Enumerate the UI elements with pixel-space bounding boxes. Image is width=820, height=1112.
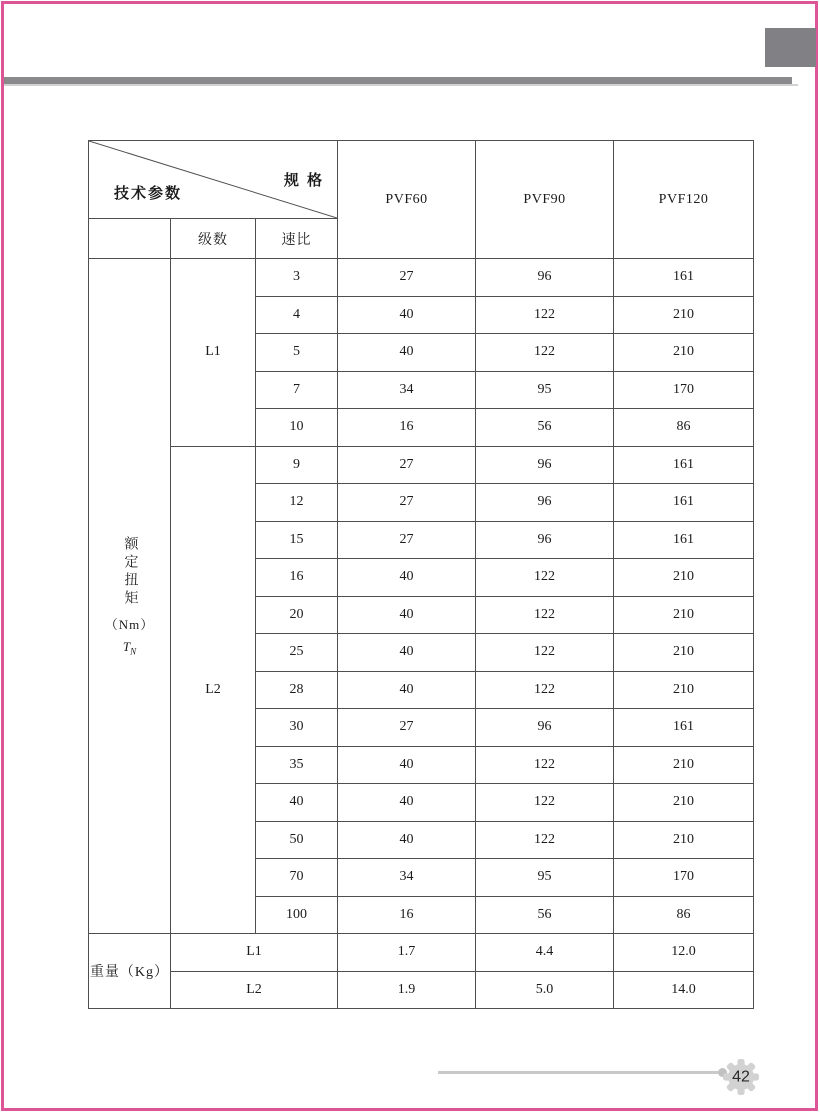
ratio-cell: 12 [256, 484, 338, 522]
stage-cell: L2 [171, 446, 256, 934]
torque-value-cell: 122 [476, 821, 614, 859]
weight-value-cell: 5.0 [476, 971, 614, 1009]
column-header-pvf120: PVF120 [614, 141, 754, 259]
torque-value-cell: 40 [338, 334, 476, 372]
column-header-pvf60: PVF60 [338, 141, 476, 259]
corner-label-tech-params: 技术参数 [114, 185, 183, 202]
torque-value-cell: 210 [614, 334, 754, 372]
torque-value-cell: 56 [476, 409, 614, 447]
ratio-cell: 4 [256, 296, 338, 334]
torque-axis-label-cell [89, 259, 171, 934]
blank-header-cell [89, 219, 171, 259]
torque-value-cell: 210 [614, 634, 754, 672]
ratio-cell: 20 [256, 596, 338, 634]
torque-value-cell: 210 [614, 746, 754, 784]
torque-value-cell: 122 [476, 634, 614, 672]
torque-value-cell: 86 [614, 409, 754, 447]
torque-value-cell: 122 [476, 296, 614, 334]
torque-value-cell: 27 [338, 259, 476, 297]
ratio-cell: 10 [256, 409, 338, 447]
ratio-cell: 100 [256, 896, 338, 934]
torque-value-cell: 95 [476, 859, 614, 897]
header-gray-square [765, 28, 816, 67]
torque-value-cell: 170 [614, 859, 754, 897]
ratio-cell: 7 [256, 371, 338, 409]
torque-value-cell: 96 [476, 259, 614, 297]
corner-label-spec: 规 格 [283, 172, 325, 189]
torque-value-cell: 161 [614, 259, 754, 297]
torque-value-cell: 34 [338, 859, 476, 897]
torque-value-cell: 40 [338, 559, 476, 597]
weight-value-cell: 1.7 [338, 934, 476, 972]
torque-value-cell: 122 [476, 746, 614, 784]
torque-value-cell: 40 [338, 671, 476, 709]
ratio-cell: 30 [256, 709, 338, 747]
column-header-stage: 级数 [171, 219, 256, 259]
weight-row [89, 971, 754, 1009]
torque-value-cell: 122 [476, 596, 614, 634]
torque-value-cell: 210 [614, 784, 754, 822]
diagonal-header-cell [89, 141, 338, 219]
ratio-cell: 25 [256, 634, 338, 672]
torque-value-cell: 40 [338, 746, 476, 784]
weight-value-cell: 12.0 [614, 934, 754, 972]
torque-label-unit: （Nm） [104, 616, 155, 632]
weight-label-cell: 重量（Kg） [89, 934, 171, 1009]
torque-value-cell: 96 [476, 484, 614, 522]
header-gray-bar [4, 77, 792, 84]
table-row [89, 446, 754, 484]
column-header-ratio: 速比 [256, 219, 338, 259]
torque-value-cell: 96 [476, 521, 614, 559]
ratio-cell: 35 [256, 746, 338, 784]
weight-stage-cell: L2 [171, 971, 338, 1009]
torque-value-cell: 122 [476, 784, 614, 822]
ratio-cell: 50 [256, 821, 338, 859]
ratio-cell: 70 [256, 859, 338, 897]
ratio-cell: 15 [256, 521, 338, 559]
gear-icon [722, 1058, 760, 1096]
torque-value-cell: 56 [476, 896, 614, 934]
torque-value-cell: 27 [338, 484, 476, 522]
stage-cell: L1 [171, 259, 256, 447]
weight-stage-cell: L1 [171, 934, 338, 972]
ratio-cell: 28 [256, 671, 338, 709]
torque-value-cell: 210 [614, 821, 754, 859]
torque-value-cell: 161 [614, 446, 754, 484]
weight-row [89, 934, 754, 972]
torque-value-cell: 16 [338, 896, 476, 934]
torque-value-cell: 27 [338, 521, 476, 559]
spec-table [88, 140, 754, 1009]
torque-value-cell: 86 [614, 896, 754, 934]
table-row [89, 259, 754, 297]
torque-value-cell: 96 [476, 446, 614, 484]
ratio-cell: 9 [256, 446, 338, 484]
torque-value-cell: 27 [338, 446, 476, 484]
torque-label-symbol: $T_N$ [122, 638, 137, 657]
torque-value-cell: 210 [614, 596, 754, 634]
ratio-cell: 3 [256, 259, 338, 297]
torque-value-cell: 210 [614, 296, 754, 334]
torque-value-cell: 95 [476, 371, 614, 409]
torque-value-cell: 40 [338, 634, 476, 672]
torque-value-cell: 170 [614, 371, 754, 409]
ratio-cell: 40 [256, 784, 338, 822]
torque-value-cell: 34 [338, 371, 476, 409]
torque-value-cell: 96 [476, 709, 614, 747]
header-gray-bar-shadow [4, 84, 798, 86]
column-header-pvf90: PVF90 [476, 141, 614, 259]
torque-value-cell: 40 [338, 821, 476, 859]
torque-value-cell: 16 [338, 409, 476, 447]
torque-value-cell: 210 [614, 559, 754, 597]
weight-value-cell: 4.4 [476, 934, 614, 972]
torque-label-vertical-text: 额定扭矩 [122, 535, 138, 608]
page-number: 42 [732, 1068, 750, 1086]
torque-value-cell: 122 [476, 671, 614, 709]
torque-axis-label [89, 536, 170, 657]
torque-value-cell: 161 [614, 709, 754, 747]
torque-value-cell: 40 [338, 784, 476, 822]
table-body [89, 259, 754, 1009]
torque-value-cell: 210 [614, 671, 754, 709]
torque-value-cell: 40 [338, 596, 476, 634]
torque-value-cell: 161 [614, 484, 754, 522]
torque-value-cell: 122 [476, 334, 614, 372]
ratio-cell: 5 [256, 334, 338, 372]
weight-value-cell: 1.9 [338, 971, 476, 1009]
footer-rule-line [438, 1071, 718, 1074]
torque-value-cell: 122 [476, 559, 614, 597]
torque-value-cell: 161 [614, 521, 754, 559]
ratio-cell: 16 [256, 559, 338, 597]
table-header-row-1 [89, 141, 754, 219]
weight-value-cell: 14.0 [614, 971, 754, 1009]
torque-value-cell: 40 [338, 296, 476, 334]
torque-value-cell: 27 [338, 709, 476, 747]
